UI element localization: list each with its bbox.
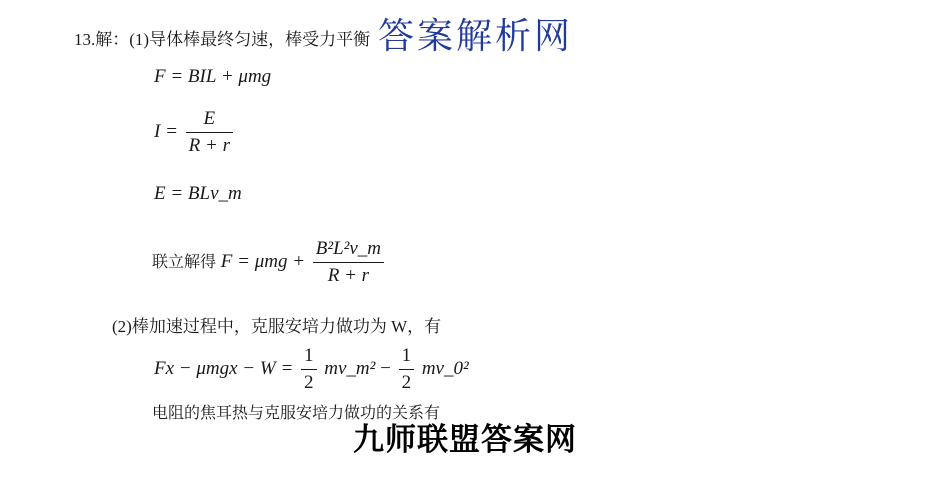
fraction-half-2 — [399, 345, 415, 394]
fraction — [313, 238, 384, 287]
fraction-denominator: R + r — [327, 265, 370, 286]
fraction-numerator: 1 — [399, 345, 415, 370]
fraction-denominator: 2 — [304, 372, 314, 393]
fraction-numerator: B²L²v_m — [313, 238, 384, 263]
equation-emf — [154, 183, 242, 205]
last-line: 电阻的焦耳热与克服安培力做功的关系有 — [152, 403, 441, 422]
solution-header: 13.解：(1)导体棒最终匀速，棒受力平衡 — [74, 30, 371, 49]
equation-force-balance: F = BIL + μmg — [154, 66, 272, 87]
fraction-denominator: 2 — [401, 372, 412, 393]
eq-lhs: F = μmg + — [220, 250, 306, 272]
equation-combined — [152, 238, 387, 287]
combined-prefix: 联立解得 — [152, 251, 217, 271]
eq-lhs: Fx − μmgx − W = — [154, 357, 294, 379]
watermark-bottom: 九师联盟答案网 — [353, 422, 577, 458]
fraction-half-1 — [301, 345, 317, 394]
fraction-numerator: E — [186, 108, 233, 133]
part2-header: (2)棒加速过程中，克服安培力做功为 W，有 — [112, 317, 442, 336]
equation-work-energy — [154, 345, 469, 394]
minus-sign: − — [380, 357, 391, 379]
term-mv02: mv_0² — [421, 357, 469, 379]
fraction-denominator: R + r — [188, 135, 230, 156]
term-mvm2: mv_m² — [324, 357, 376, 379]
watermark-top: 答案解析网 — [378, 16, 574, 57]
equation-current — [154, 108, 236, 157]
fraction-numerator: 1 — [301, 345, 317, 370]
eq-lhs: I = — [154, 120, 178, 142]
eq-text: E = BLv_m — [154, 183, 242, 204]
fraction — [186, 108, 233, 157]
